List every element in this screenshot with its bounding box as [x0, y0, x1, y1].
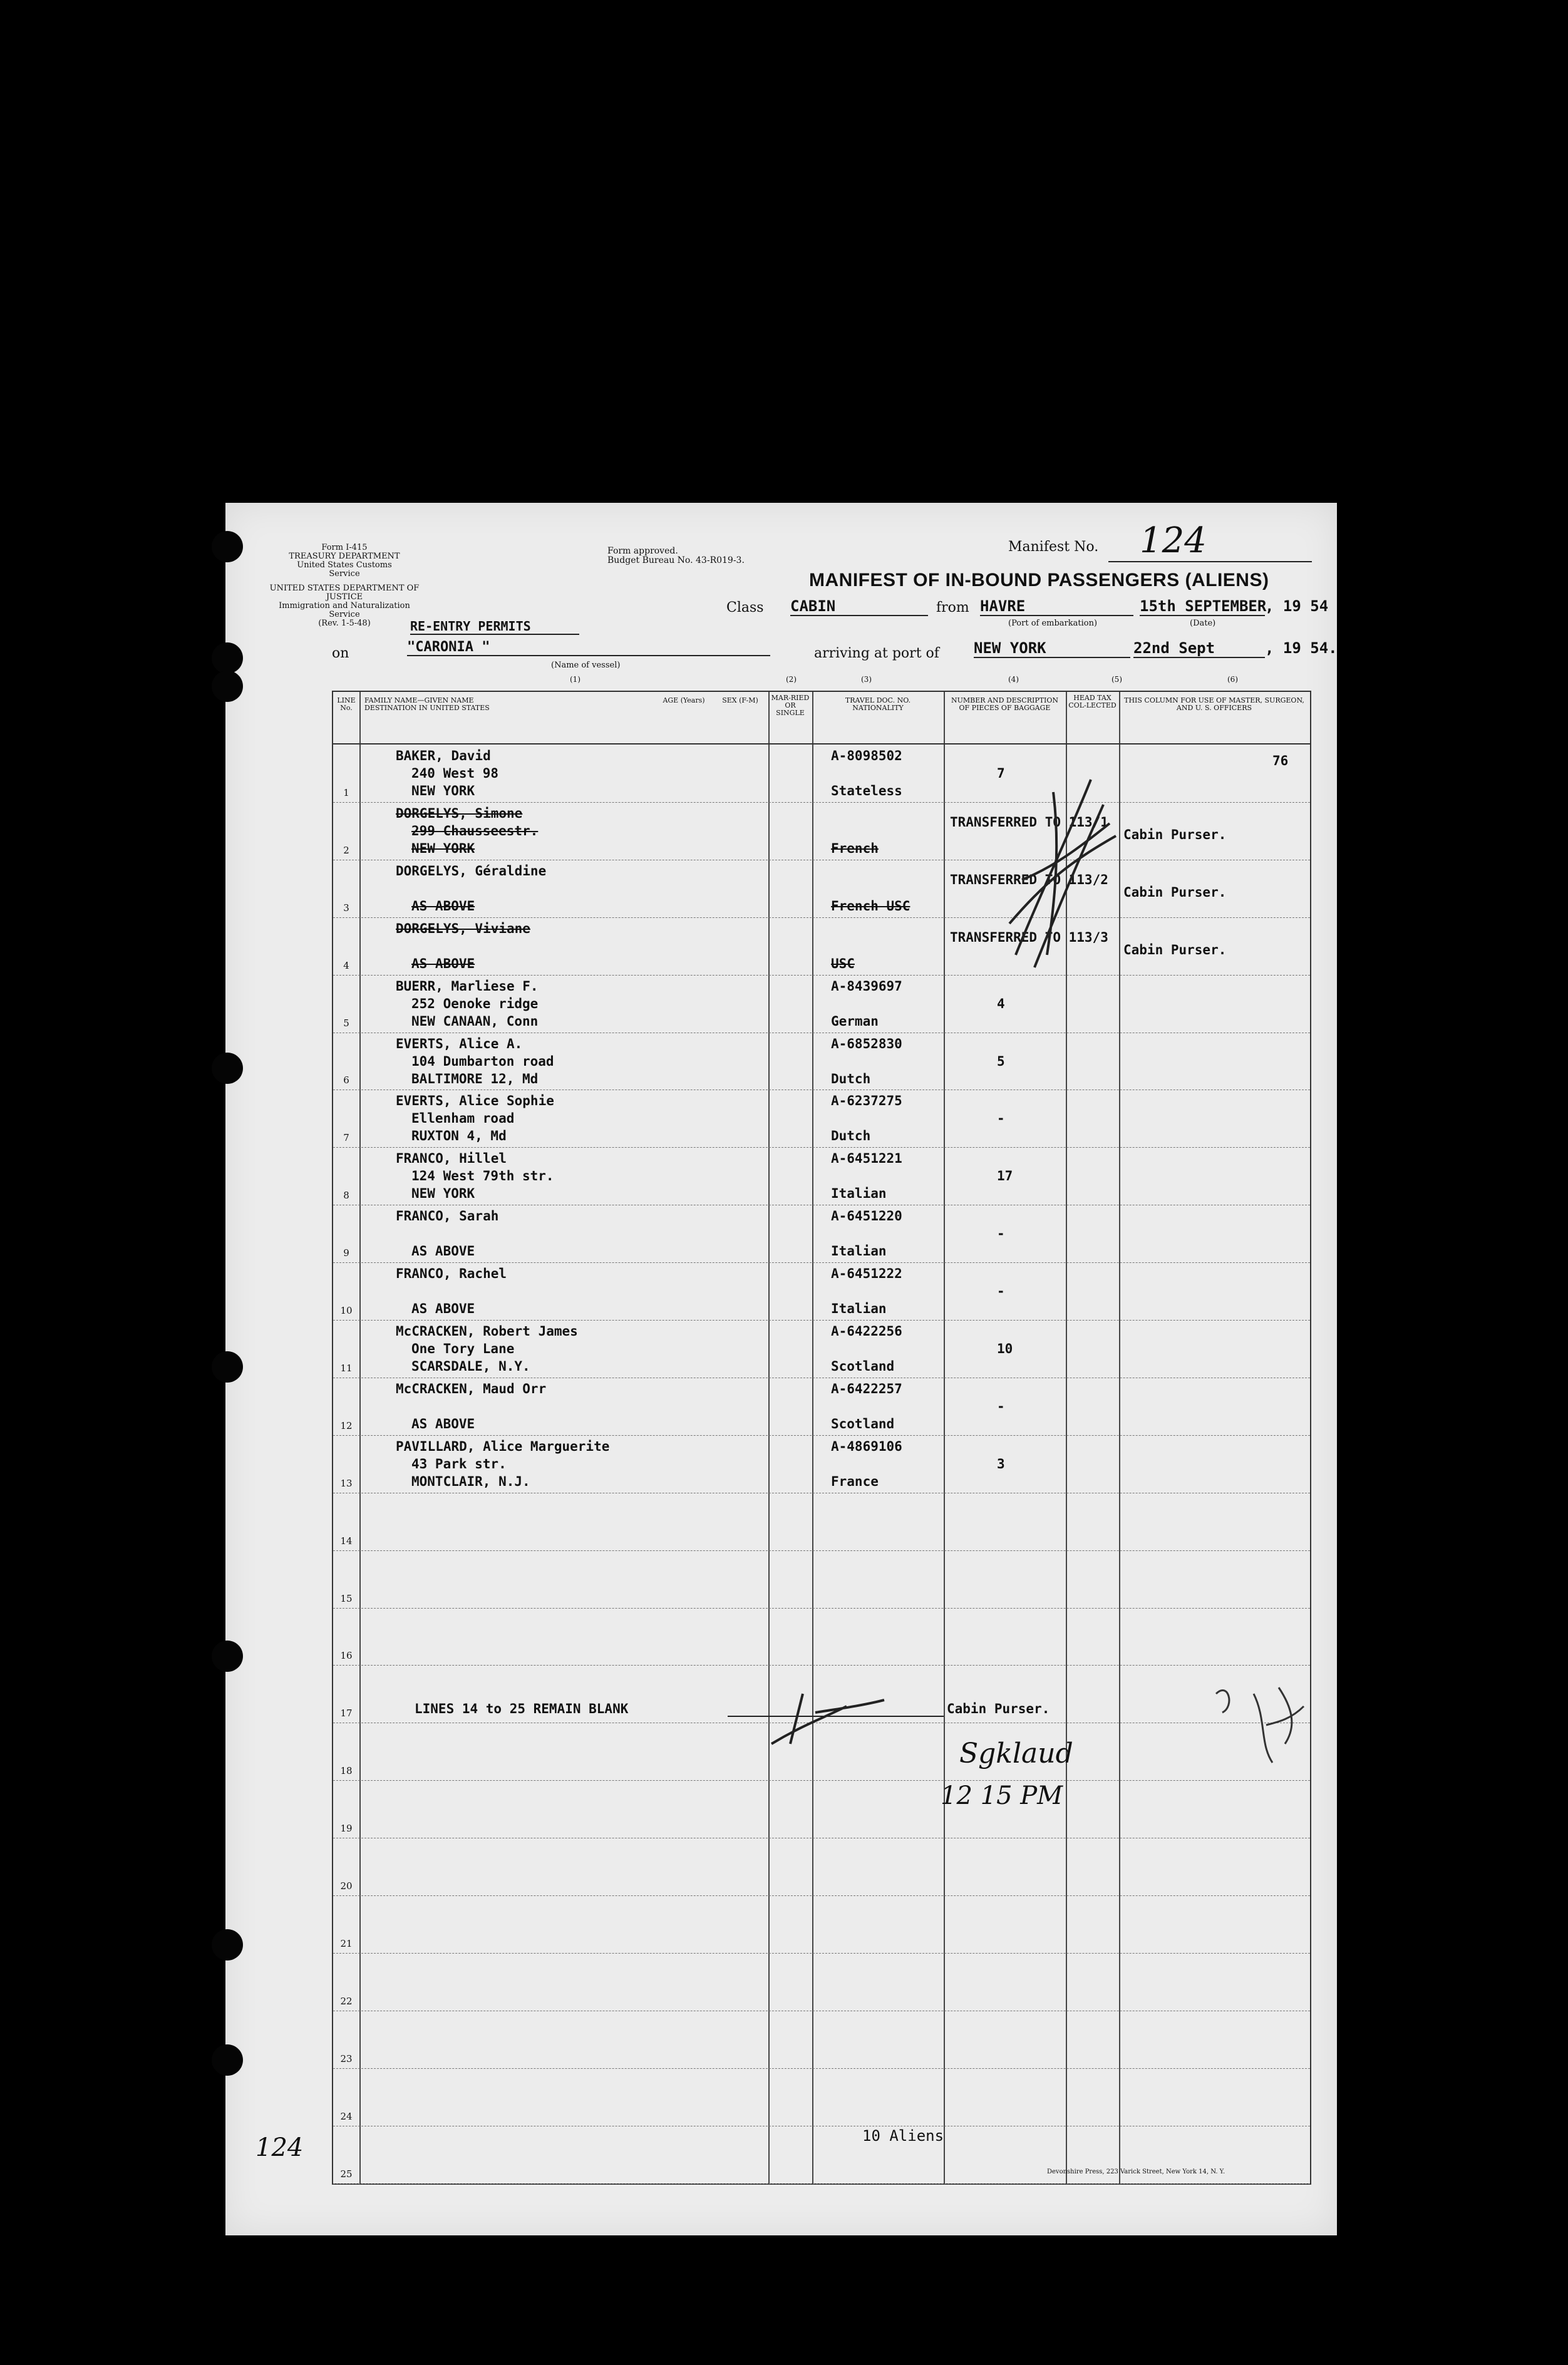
baggage-count: 4: [997, 996, 1005, 1011]
passenger-name: McCRACKEN, Robert James: [396, 1324, 578, 1339]
line-number: 20: [340, 1880, 353, 1892]
passenger-address: 43 Park str.: [411, 1456, 507, 1471]
line-number: 25: [340, 2168, 353, 2180]
cancellation-scribble: [997, 767, 1122, 980]
vessel-note: (Name of vessel): [551, 661, 621, 670]
handwritten-signature: Sgklaud: [959, 1738, 1073, 1770]
nationality: Scotland: [831, 1359, 895, 1374]
baggage-count: 7: [997, 766, 1005, 781]
officer-note: Cabin Purser.: [1123, 884, 1227, 900]
officer-note: Cabin Purser.: [1123, 827, 1227, 842]
passenger-table: [332, 691, 1311, 2185]
line-number: 24: [340, 2110, 353, 2122]
row-divider: [333, 2183, 1310, 2184]
travel-doc-number: A-4869106: [831, 1438, 902, 1454]
form-number: Form I-415: [321, 543, 368, 552]
from-label: from: [936, 600, 969, 616]
passenger-address: 104 Dumbarton road: [411, 1053, 554, 1069]
line-number: 6: [343, 1074, 349, 1086]
row-divider: [333, 1550, 1310, 1551]
class-label: Class: [726, 600, 764, 616]
row-divider: [333, 802, 1310, 803]
nationality: France: [831, 1473, 879, 1489]
passenger-destination: AS ABOVE: [411, 1301, 475, 1317]
col-head-tax: HEAD TAX COL-LECTED: [1068, 694, 1117, 709]
baggage-count: -: [997, 1398, 1005, 1414]
manifest-page: [225, 503, 1337, 2235]
passenger-name: PAVILLARD, Alice Marguerite: [396, 1438, 610, 1454]
form-approval: [607, 547, 745, 565]
passenger-name: DORGELYS, Géraldine: [396, 863, 547, 879]
margin-handwriting: 124: [255, 2133, 304, 2162]
date-note: (Date): [1190, 619, 1216, 628]
line-number: 7: [343, 1132, 349, 1144]
arrival-port: NEW YORK: [974, 639, 1130, 658]
col-sex: SEX (F-M): [722, 696, 758, 704]
handwritten-annotation: [1204, 1669, 1310, 1775]
passenger-name: EVERTS, Alice A.: [396, 1036, 523, 1051]
manifest-label: Manifest No.: [1008, 539, 1099, 555]
form-header-doj: [263, 584, 426, 628]
punch-hole: [212, 531, 243, 562]
approval-text: Form approved.: [607, 546, 678, 556]
travel-doc-number: A-6422257: [831, 1381, 902, 1396]
passenger-destination: BALTIMORE 12, Md: [411, 1071, 539, 1086]
nationality: Dutch: [831, 1128, 871, 1144]
passenger-destination: AS ABOVE: [411, 1416, 475, 1431]
punch-hole: [212, 2044, 243, 2076]
treasury-dept: TREASURY DEPARTMENT: [289, 552, 400, 561]
revision-line: (Rev. 1-5-48): [318, 619, 371, 628]
line-number: 16: [340, 1650, 353, 1662]
baggage-count: 10: [997, 1341, 1013, 1356]
passenger-name: BAKER, David: [396, 748, 491, 763]
year-departure: , 19 54: [1265, 597, 1329, 615]
on-label: on: [332, 646, 349, 661]
nationality: Stateless: [831, 783, 902, 798]
baggage-count: -: [997, 1226, 1005, 1242]
passenger-address: 124 West 79th str.: [411, 1168, 554, 1184]
line-number: 21: [340, 1937, 353, 1949]
col-travel-doc: TRAVEL DOC. NO. NATIONALITY: [845, 696, 911, 712]
reentry-permits: RE-ENTRY PERMITS: [410, 619, 579, 635]
passenger-destination: AS ABOVE: [411, 1244, 475, 1259]
nationality: Scotland: [831, 1416, 895, 1431]
row-divider: [333, 1780, 1310, 1781]
line-number: 9: [343, 1247, 349, 1259]
passenger-address: 299 Chausseestr.: [411, 823, 539, 838]
line-number: 5: [343, 1017, 349, 1029]
blank-purser: Cabin Purser.: [947, 1701, 1050, 1716]
line-number: 1: [343, 786, 349, 798]
line-number: 22: [340, 1995, 353, 2007]
nationality: German: [831, 1013, 879, 1029]
passenger-name: BUERR, Marliese F.: [396, 978, 539, 994]
passenger-destination: AS ABOVE: [411, 956, 475, 971]
passenger-address: 252 Oenoke ridge: [411, 996, 539, 1011]
arrival-date: 22nd Sept: [1133, 639, 1265, 658]
nationality: Dutch: [831, 1071, 871, 1086]
passenger-address: Ellenham road: [411, 1111, 515, 1126]
signature-time: 12 15 PM: [941, 1781, 1063, 1810]
passenger-destination: NEW YORK: [411, 783, 475, 798]
line-number: 23: [340, 2053, 353, 2064]
travel-doc-number: A-6852830: [831, 1036, 902, 1051]
passenger-address: One Tory Lane: [411, 1341, 515, 1356]
passenger-name: McCRACKEN, Maud Orr: [396, 1381, 547, 1396]
col-officers: THIS COLUMN FOR USE OF MASTER, SURGEON, AND U. S. OFFICERS: [1124, 696, 1304, 712]
baggage-count: -: [997, 1111, 1005, 1126]
passenger-name: FRANCO, Sarah: [396, 1208, 499, 1224]
col-line: LINE No.: [337, 696, 356, 712]
doj-line: UNITED STATES DEPARTMENT OF JUSTICE: [269, 584, 420, 602]
row-divider: [333, 1435, 1310, 1436]
col-num-5: (5): [1112, 675, 1122, 684]
travel-doc-number: A-6237275: [831, 1093, 902, 1109]
row-divider: [333, 1147, 1310, 1148]
blank-lines-note: LINES 14 to 25 REMAIN BLANK: [415, 1701, 629, 1716]
customs-service: United States Customs Service: [297, 560, 392, 579]
line-number: 13: [340, 1477, 353, 1489]
passenger-destination: NEW CANAAN, Conn: [411, 1013, 539, 1029]
line-number: 15: [340, 1592, 353, 1604]
passenger-destination: NEW YORK: [411, 840, 475, 856]
embarkation-note: (Port of embarkation): [1008, 619, 1098, 628]
line-number: 3: [343, 902, 349, 914]
line-number: 10: [340, 1305, 353, 1316]
officer-note: 76: [1272, 753, 1289, 768]
row-divider: [333, 1608, 1310, 1609]
col-num-3: (3): [861, 675, 872, 684]
row-divider: [333, 975, 1310, 976]
row-divider: [333, 917, 1310, 918]
passenger-name: FRANCO, Hillel: [396, 1151, 507, 1167]
nationality: French: [831, 840, 879, 856]
line-number: 19: [340, 1823, 353, 1835]
row-divider: [333, 1895, 1310, 1896]
col-num-6: (6): [1227, 675, 1238, 684]
departure-date: 15th SEPTEMBER: [1140, 597, 1267, 615]
nationality: Italian: [831, 1244, 887, 1259]
row-divider: [333, 1320, 1310, 1321]
arriving-label: arriving at port of: [814, 646, 939, 661]
line-number: 17: [340, 1708, 353, 1719]
col-baggage: NUMBER AND DESCRIPTION OF PIECES OF BAGGAGE: [951, 696, 1059, 712]
col-married: MAR-RIED OR SINGLE: [771, 694, 810, 717]
punch-hole: [212, 642, 243, 674]
travel-doc-number: A-8439697: [831, 978, 902, 994]
row-divider: [333, 1953, 1310, 1954]
passenger-destination: MONTCLAIR, N.J.: [411, 1473, 530, 1489]
col-num-2: (2): [786, 675, 797, 684]
nationality: Italian: [831, 1301, 887, 1317]
class-value: CABIN: [790, 597, 928, 616]
passenger-name: FRANCO, Rachel: [396, 1266, 507, 1282]
row-divider: [333, 1665, 1310, 1666]
from-value: HAVRE: [980, 597, 1133, 616]
officer-note: Cabin Purser.: [1123, 942, 1227, 957]
passenger-destination: RUXTON 4, Md: [411, 1128, 507, 1144]
budget-text: Budget Bureau No. 43-R019-3.: [607, 555, 745, 565]
col-name: FAMILY NAME—GIVEN NAME DESTINATION IN UNITED STATES: [364, 696, 490, 712]
travel-doc-number: A-8098502: [831, 748, 902, 763]
punch-hole: [212, 1351, 243, 1383]
col-num-4: (4): [1008, 675, 1019, 684]
nationality: French USC: [831, 898, 910, 914]
manifest-title: MANIFEST OF IN-BOUND PASSENGERS (ALIENS): [809, 570, 1269, 590]
travel-doc-number: A-6451222: [831, 1266, 902, 1282]
manifest-number: 124: [1108, 520, 1312, 562]
nationality: USC: [831, 956, 855, 971]
col-age: AGE (Years): [663, 696, 705, 704]
baggage-transfer: TRANSFERRED TO 113/2: [950, 872, 1108, 887]
passenger-destination: SCARSDALE, N.Y.: [411, 1359, 530, 1374]
travel-doc-number: A-6451220: [831, 1208, 902, 1224]
row-divider: [333, 2068, 1310, 2069]
handwritten-initials: [765, 1681, 890, 1756]
vessel-name: "CARONIA ": [407, 639, 770, 656]
nationality: Italian: [831, 1186, 887, 1202]
passenger-name: DORGELYS, Viviane: [396, 920, 530, 936]
baggage-transfer: TRANSFERRED TO 113/3: [950, 929, 1108, 945]
col-num-1: (1): [570, 675, 580, 684]
line-number: 12: [340, 1420, 353, 1431]
passenger-address: 240 West 98: [411, 766, 499, 781]
line-number: 8: [343, 1190, 349, 1202]
punch-hole: [212, 1053, 243, 1084]
travel-doc-number: A-6422256: [831, 1324, 902, 1339]
line-number: 18: [340, 1765, 353, 1777]
line-number: 4: [343, 959, 349, 971]
punch-hole: [212, 1929, 243, 1961]
punch-hole: [212, 1641, 243, 1672]
punch-hole: [212, 671, 243, 702]
baggage-transfer: TRANSFERRED TO 113/1: [950, 814, 1108, 830]
printer-imprint: Devonshire Press, 223 Varick Street, New York 14, N. Y.: [1047, 2168, 1225, 2175]
total-aliens: 10 Aliens: [862, 2127, 944, 2145]
line-number: 11: [340, 1362, 353, 1374]
travel-doc-number: A-6451221: [831, 1151, 902, 1167]
passenger-name: DORGELYS, Simone: [396, 805, 523, 821]
baggage-count: 17: [997, 1168, 1013, 1184]
form-header-left: [282, 544, 407, 579]
ins-line: Immigration and Naturalization Service: [279, 601, 410, 619]
baggage-count: 3: [997, 1456, 1005, 1471]
baggage-count: 5: [997, 1053, 1005, 1069]
line-number: 2: [343, 844, 349, 856]
passenger-name: EVERTS, Alice Sophie: [396, 1093, 554, 1109]
line-number: 14: [340, 1535, 353, 1547]
passenger-destination: NEW YORK: [411, 1186, 475, 1202]
year-arrival: , 19 54.: [1265, 639, 1338, 657]
baggage-count: -: [997, 1284, 1005, 1299]
row-divider: [333, 1262, 1310, 1263]
passenger-destination: AS ABOVE: [411, 898, 475, 914]
